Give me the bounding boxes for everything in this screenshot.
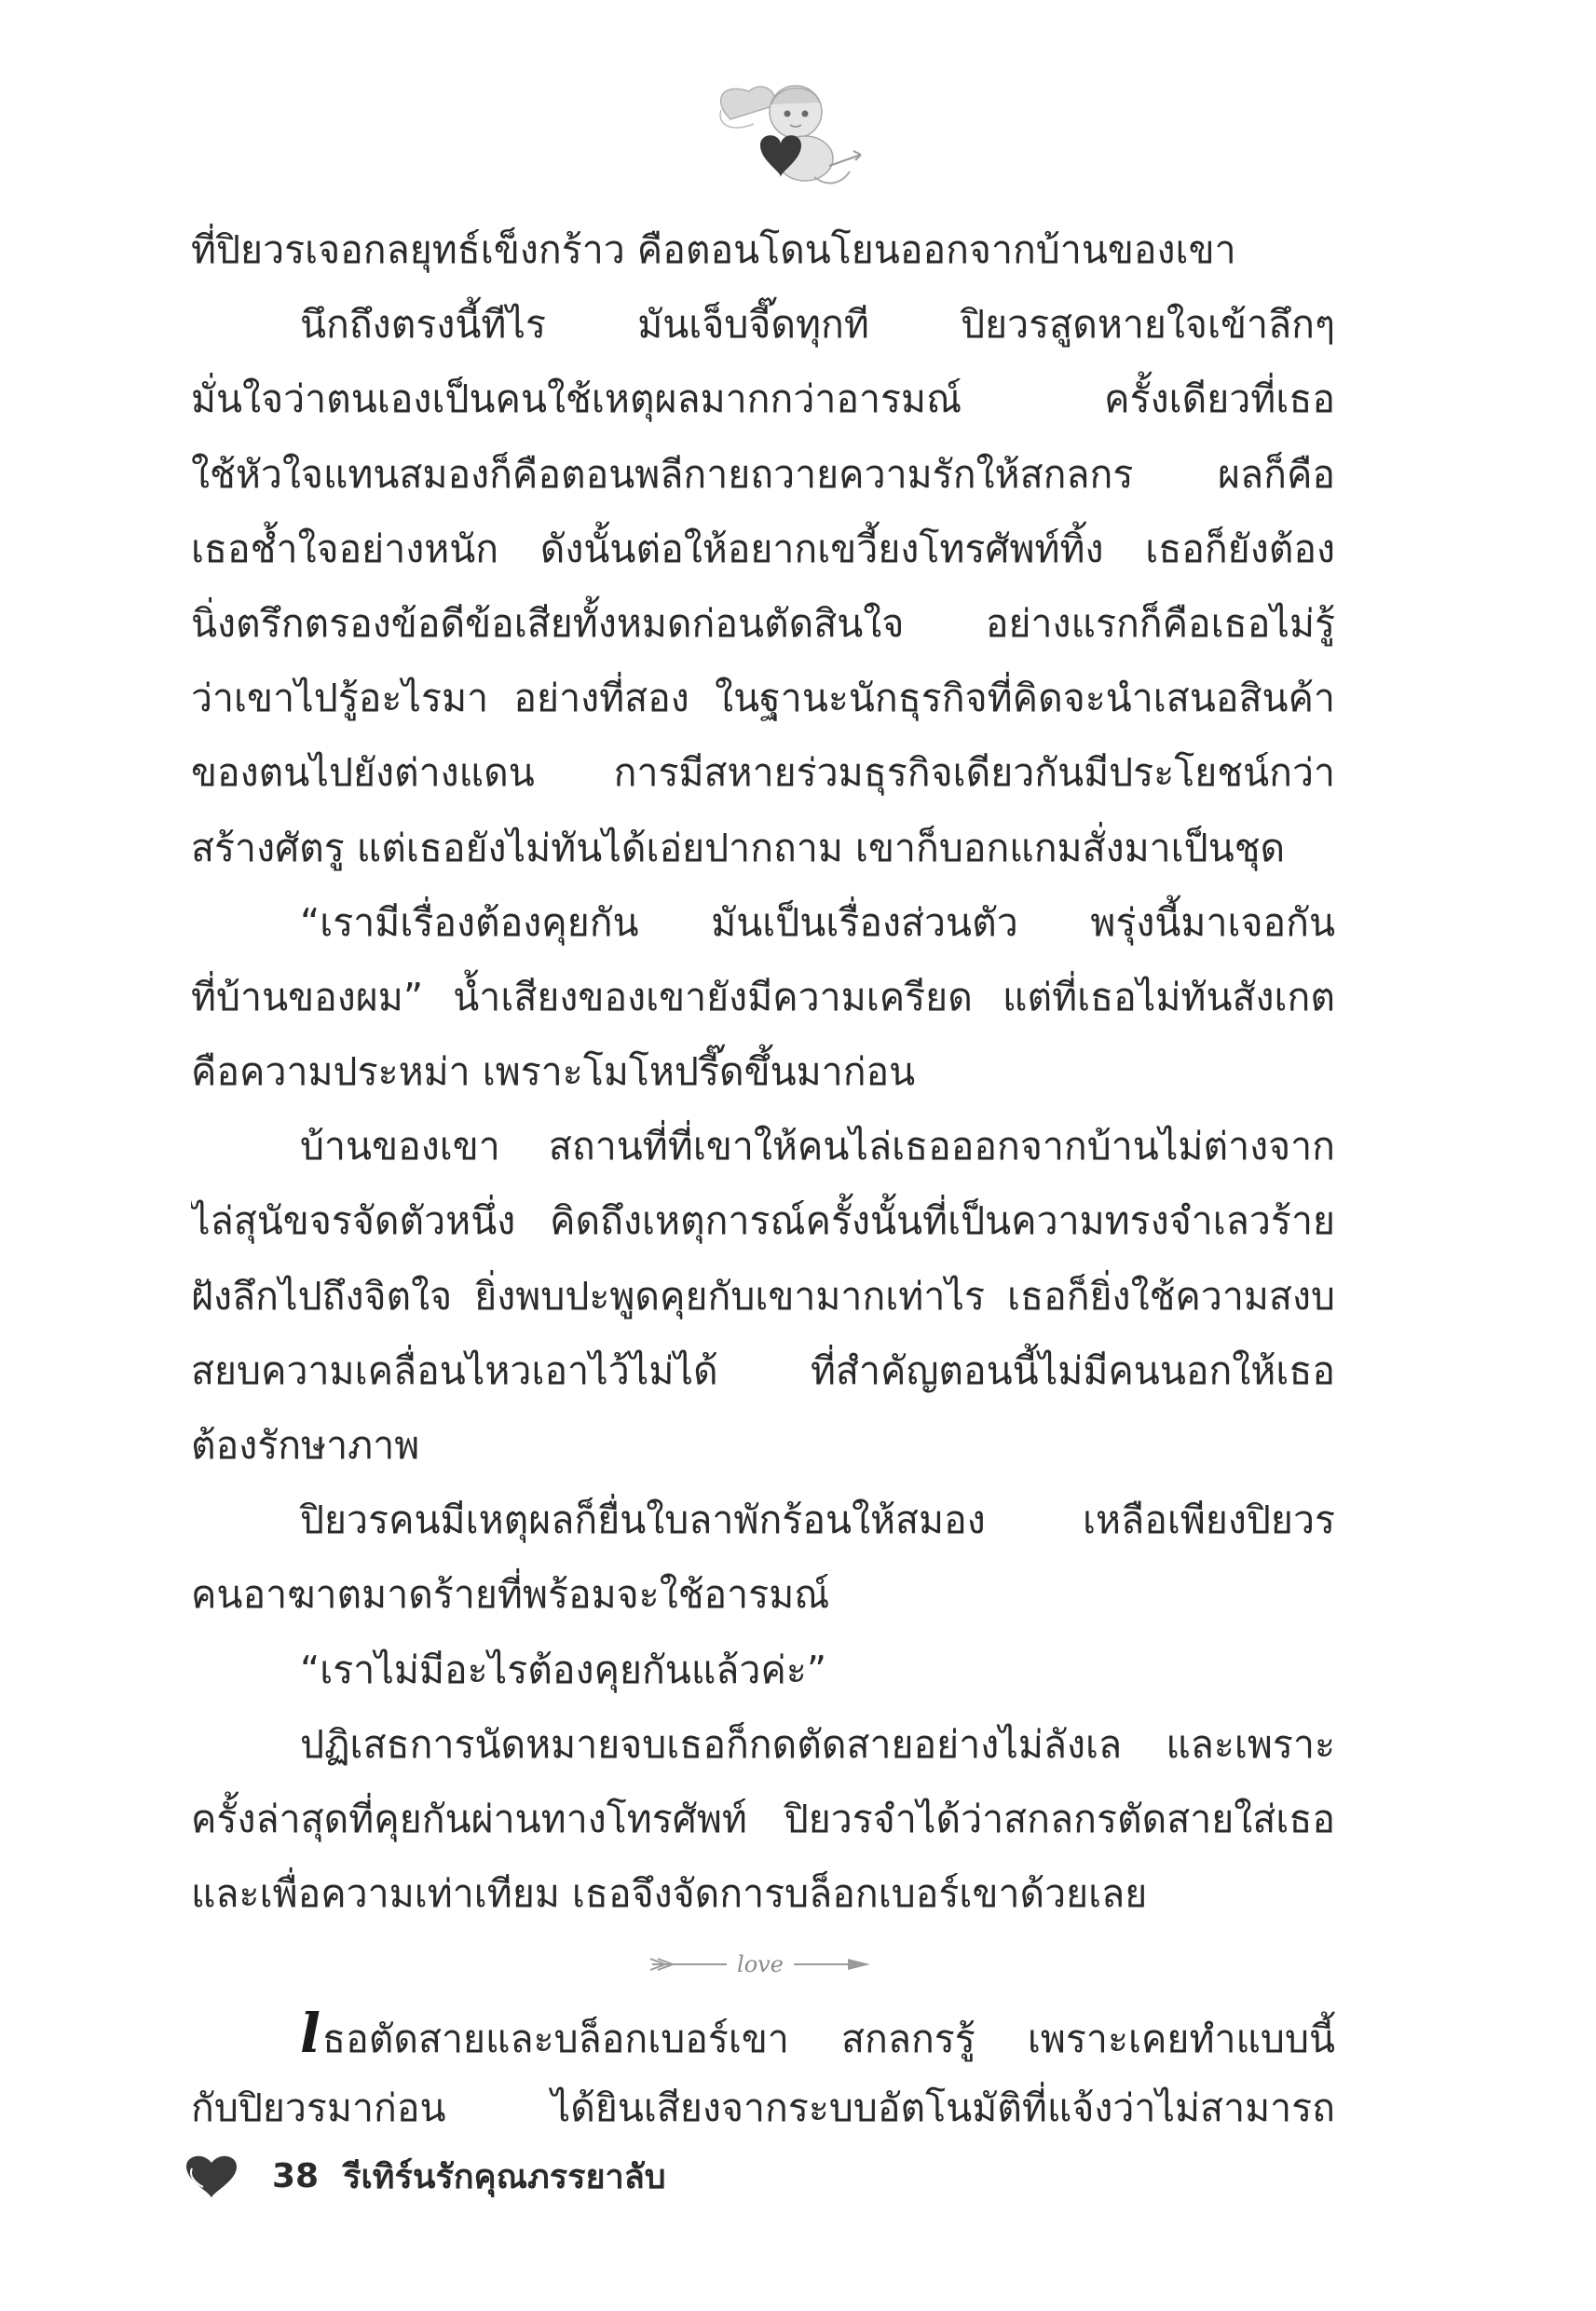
text-line: นิ่งตรึกตรองข้อดีข้อเสียทั้งหมดก่อนตัดสินใจ อย่างแรกก็คือเธอไม่รู้: [191, 600, 1335, 646]
text-line: ที่ปิยวรเจอกลยุทธ์เข็งกร้าว คือตอนโดนโยนออกจากบ้านของเขา: [191, 227, 1236, 272]
text-line: ต้องรักษาภาพ: [191, 1423, 420, 1468]
text-line: คนอาฆาตมาดร้ายที่พร้อมจะใช้อารมณ์: [191, 1572, 830, 1618]
text-line: ใช้หัวใจแทนสมองก็คือตอนพลีกายถวายความรักให้สกลกร ผลก็คือ: [191, 451, 1335, 497]
text-line: และเพื่อความเท่าเทียม เธอจึงจัดการบล็อกเบอร์เขาด้วยเลย: [191, 1871, 1148, 1917]
section-two-line-2: กับปิยวรมาก่อน ได้ยินเสียงจากระบบอัตโนมัติที่แจ้งว่าไม่สามารถ: [191, 2085, 1335, 2131]
text-line: สร้างศัตรู แต่เธอยังไม่ทันได้เอ่ยปากถาม เขาก็บอกแกมสั่งมาเป็นชุด: [191, 825, 1286, 870]
section-two-text: [191, 1996, 1335, 2145]
book-title: รีเทิร์นรักคุณภรรยาลับ: [343, 2157, 666, 2196]
text-line: ฝังลึกไปถึงจิตใจ ยิ่งพบปะพูดคุยกับเขามากเท่าไร เธอก็ยิ่งใช้ความสงบ: [191, 1273, 1335, 1319]
text-line: สยบความเคลื่อนไหวเอาไว้ไม่ได้ ที่สำคัญตอนนี้ไม่มีคนนอกให้เธอ: [191, 1347, 1335, 1393]
page-number: 38: [272, 2156, 320, 2195]
love-arrow-divider-icon: [643, 1940, 876, 1987]
text-line: “เรามีเรื่องต้องคุยกัน มันเป็นเรื่องส่วนตัว พรุ่งนี้มาเจอกัน: [300, 899, 1335, 945]
text-line: ครั้งล่าสุดที่คุยกันผ่านทางโทรศัพท์ ปิยวรจำได้ว่าสกลกรตัดสายใส่เธอ: [191, 1796, 1335, 1841]
section-two-line-1: [191, 1996, 1335, 2071]
text-line: บ้านของเขา สถานที่ที่เขาให้คนไล่เธอออกจากบ้านไม่ต่างจาก: [300, 1124, 1335, 1169]
divider-word: love: [737, 1951, 784, 1977]
text-line: มั่นใจว่าตนเองเป็นคนใช้เหตุผลมากกว่าอารมณ์ ครั้งเดียวที่เธอ: [191, 376, 1335, 422]
text-line: ที่บ้านของผม” น้ำเสียงของเขายังมีความเครียด แต่ที่เธอไม่ทันสังเกต: [191, 974, 1335, 1019]
text-line: คือความประหม่า เพราะโมโหปรี๊ดขึ้นมาก่อน: [191, 1049, 916, 1095]
text-line: นึกถึงตรงนี้ทีไร มันเจ็บจี๊ดทุกที ปิยวรสูดหายใจเข้าลึกๆ: [300, 302, 1335, 348]
section-two-line-1-text: ธอตัดสายและบล็อกเบอร์เขา สกลกรรู้ เพราะเคยทำแบบนี้: [322, 2017, 1335, 2061]
text-line: ไล่สุนัขจรจัดตัวหนึ่ง คิดถึงเหตุการณ์ครั้งนั้นที่เป็นความทรงจำเลวร้าย: [191, 1198, 1335, 1244]
body-text: [191, 212, 1335, 1931]
drop-cap: l: [300, 2002, 321, 2065]
text-line: ของตนไปยังต่างแดน การมีสหายร่วมธุรกิจเดียวกันมีประโยชน์กว่า: [191, 750, 1335, 796]
cherub-heart-ornament-icon: [703, 73, 880, 194]
page-footer: [183, 2143, 666, 2208]
heart-icon: [183, 2152, 240, 2200]
text-line: “เราไม่มีอะไรต้องคุยกันแล้วค่ะ”: [300, 1647, 827, 1692]
text-line: ว่าเขาไปรู้อะไรมา อย่างที่สอง ในฐานะนักธุรกิจที่คิดจะนำเสนอสินค้า: [191, 676, 1335, 721]
text-line: ปิยวรคนมีเหตุผลก็ยื่นใบลาพักร้อนให้สมอง เหลือเพียงปิยวร: [300, 1497, 1335, 1543]
text-line: ปฏิเสธการนัดหมายจบเธอก็กดตัดสายอย่างไม่ลังเล และเพราะ: [300, 1721, 1335, 1767]
text-line: เธอช้ำใจอย่างหนัก ดังนั้นต่อให้อยากเขวี้ยงโทรศัพท์ทิ้ง เธอก็ยังต้อง: [191, 526, 1335, 571]
